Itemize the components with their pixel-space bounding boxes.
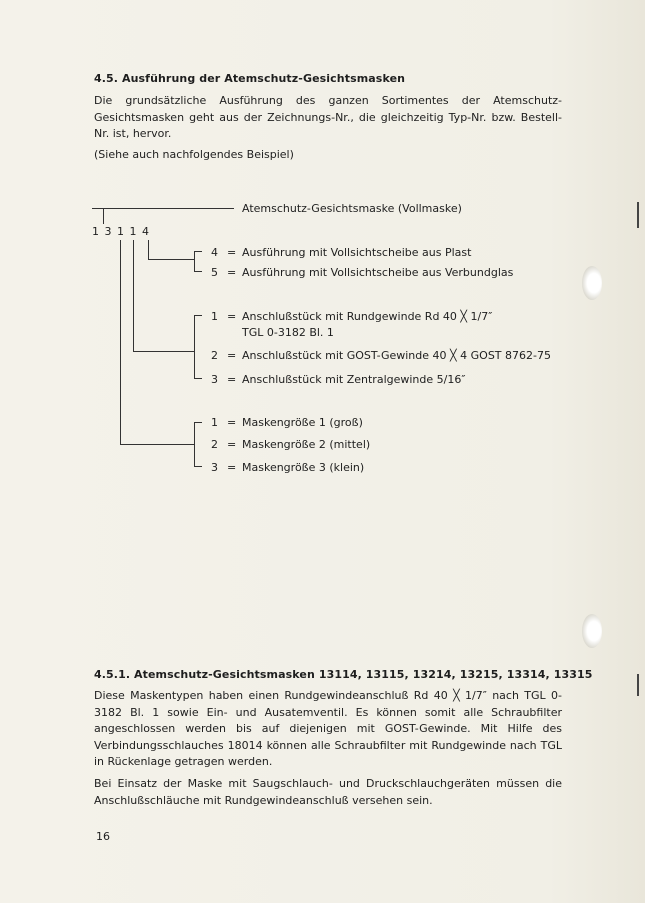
group2-num: 3 <box>211 373 218 386</box>
group3-bracket <box>194 422 195 467</box>
group3-num: 3 <box>211 461 218 474</box>
group2-num: 1 <box>211 310 218 323</box>
group2-bracket <box>194 315 195 379</box>
group2-text: Anschlußstück mit Rundgewinde Rd 40 ╳ 1/7″ <box>242 310 493 323</box>
group2-eq: = <box>227 349 237 362</box>
group1-eq: = <box>227 246 237 259</box>
group1-bracket-bottom <box>194 271 202 272</box>
group3-eq: = <box>227 461 237 474</box>
diagram-top-label: Atemschutz-Gesichtsmaske (Vollmaske) <box>242 202 462 215</box>
group2-text: Anschlußstück mit Zentralgewinde 5/16″ <box>242 373 466 386</box>
section-4-5-paragraph: Die grundsätzliche Ausführung des ganzen Sortimentes der Atemschutz-Gesichtsmasken geht aus der Zeichnungs-Nr., die gleichzeitig Typ-Nr. bzw. Bestell-Nr. ist, hervor. <box>94 94 562 140</box>
group2-eq: = <box>227 310 237 323</box>
section-4-5-1-paragraph-2: Bei Einsatz der Maske mit Saugschlauch- und Druckschlauchgeräten müssen die Anschlußschläuche mit Rundgewindeanschluß versehen sein. <box>94 777 562 807</box>
section-4-5-1-paragraph: Diese Maskentypen haben einen Rundgewindeanschluß Rd 40 ╳ 1/7″ nach TGL 0-3182 Bl. 1 sowie Ein- und Ausatemventil. Es können somit alle Schraubfilter angeschlossen werden bis auf diejenigen mit GOST-Gewinde. Mit Hilfe des Verbindungsschlauches 18014 können alle Schraubfilter mit Rundgewinde nach TGL in Rückenlage getragen werden. <box>94 689 562 768</box>
section-heading-4-5-1: 4.5.1. Atemschutz-Gesichtsmasken 13114, 13115, 13214, 13215, 13314, 13315 <box>94 668 593 681</box>
group1-text: Ausführung mit Vollsichtscheibe aus Plast <box>242 246 472 259</box>
section-heading-4-5: 4.5. Ausführung der Atemschutz-Gesichtsmasken <box>94 72 406 85</box>
edge-mark <box>637 674 639 696</box>
group3-bracket-top <box>194 422 202 423</box>
group1-num: 5 <box>211 266 218 279</box>
edge-mark <box>637 202 639 228</box>
group3-text: Maskengröße 2 (mittel) <box>242 438 371 451</box>
digit2-drop-line <box>120 240 121 445</box>
group3-eq: = <box>227 438 237 451</box>
group3-text: Maskengröße 1 (groß) <box>242 416 363 429</box>
group2-eq: = <box>227 373 237 386</box>
group3-eq: = <box>227 416 237 429</box>
group1-eq: = <box>227 266 237 279</box>
type-code: 1 3 1 1 4 <box>92 225 150 238</box>
group1-text: Ausführung mit Vollsichtscheibe aus Verbundglas <box>242 266 514 279</box>
group3-bracket-bottom <box>194 466 202 467</box>
group2-bracket-top <box>194 315 202 316</box>
group2-bracket-bottom <box>194 378 202 379</box>
punch-hole-bottom <box>582 614 602 648</box>
punch-hole-top <box>582 266 602 300</box>
group3-text: Maskengröße 3 (klein) <box>242 461 365 474</box>
group3-num: 1 <box>211 416 218 429</box>
group1-bracket-top <box>194 251 202 252</box>
group2-text: Anschlußstück mit GOST-Gewinde 40 ╳ 4 GOST 8762-75 <box>242 349 551 362</box>
group2-num: 2 <box>211 349 218 362</box>
digit5-connector <box>148 259 194 260</box>
diagram-top-line <box>92 208 234 209</box>
diagram-top-tick <box>103 208 104 224</box>
digit5-drop-line <box>148 240 149 260</box>
section-4-5-note: (Siehe auch nachfolgendes Beispiel) <box>94 148 294 161</box>
digit34-drop-line <box>133 240 134 352</box>
group3-num: 2 <box>211 438 218 451</box>
digit2-connector <box>120 444 194 445</box>
page-number: 16 <box>96 830 110 843</box>
group1-num: 4 <box>211 246 218 259</box>
group2-text-continuation: TGL 0-3182 Bl. 1 <box>242 326 334 339</box>
group1-bracket <box>194 251 195 272</box>
digit34-connector <box>133 351 194 352</box>
